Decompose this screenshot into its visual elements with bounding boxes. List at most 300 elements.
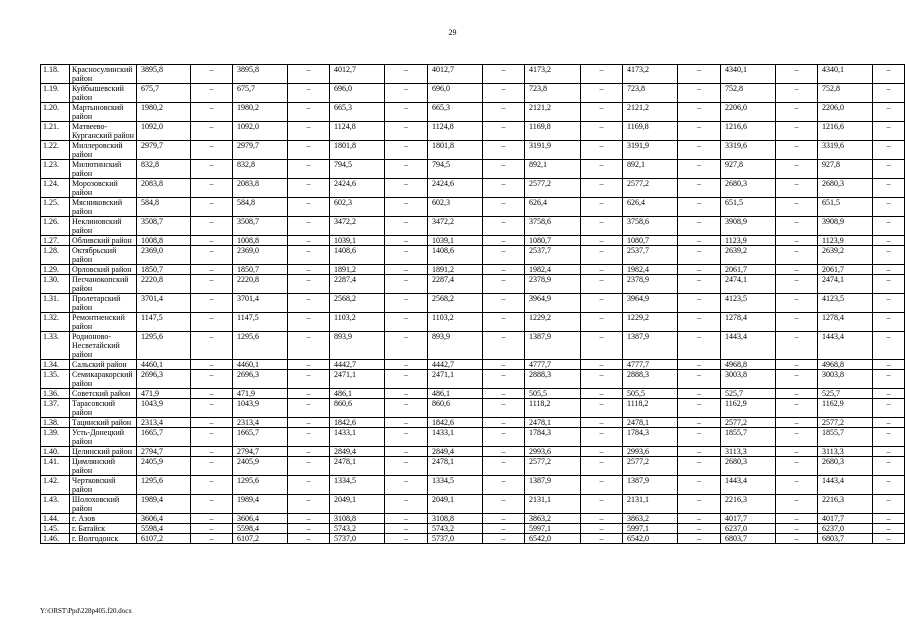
value-cell: 2577,2	[525, 457, 581, 476]
dash-cell: –	[483, 65, 525, 84]
dash-cell: –	[678, 217, 721, 236]
value-cell: 2424,6	[330, 179, 385, 198]
dash-cell: –	[483, 389, 525, 399]
dash-cell: –	[288, 160, 330, 179]
value-cell: 1124,8	[330, 122, 385, 141]
dash-cell: –	[191, 428, 233, 447]
value-cell: 1408,6	[330, 246, 385, 265]
value-cell: 4012,7	[330, 65, 385, 84]
value-cell: 2537,7	[525, 246, 581, 265]
table-row	[41, 457, 905, 476]
value-cell: 2680,3	[721, 457, 776, 476]
value-cell: 1008,8	[137, 236, 191, 246]
dash-cell: –	[776, 65, 818, 84]
dash-cell: –	[581, 313, 623, 332]
value-cell: 2680,3	[818, 457, 873, 476]
dash-cell: –	[581, 476, 623, 495]
value-cell: 1103,2	[428, 313, 483, 332]
value-cell: 1123,9	[818, 236, 873, 246]
value-cell: 665,3	[428, 103, 483, 122]
dash-cell: –	[873, 160, 905, 179]
value-cell: 4968,8	[818, 360, 873, 370]
dash-cell: –	[873, 217, 905, 236]
table-row	[41, 179, 905, 198]
value-cell: 2474,1	[721, 275, 776, 294]
table-row	[41, 534, 905, 544]
row-number: 1.28.	[41, 246, 70, 265]
dash-cell: –	[776, 399, 818, 418]
dash-cell: –	[873, 370, 905, 389]
value-cell: 1433,1	[428, 428, 483, 447]
dash-cell: –	[678, 313, 721, 332]
value-cell: 1989,4	[233, 495, 288, 514]
value-cell: 3319,6	[818, 141, 873, 160]
dash-cell: –	[776, 332, 818, 360]
value-cell: 3113,3	[721, 447, 776, 457]
dash-cell: –	[678, 122, 721, 141]
dash-cell: –	[288, 457, 330, 476]
value-cell: 3319,6	[721, 141, 776, 160]
table-row	[41, 370, 905, 389]
dash-cell: –	[581, 524, 623, 534]
value-cell: 2061,7	[818, 265, 873, 275]
dash-cell: –	[483, 160, 525, 179]
dash-cell: –	[191, 217, 233, 236]
table-row	[41, 428, 905, 447]
value-cell: 1295,6	[233, 476, 288, 495]
table-row	[41, 141, 905, 160]
dash-cell: –	[873, 246, 905, 265]
district-name: Матвеево-Курганский район	[70, 122, 137, 141]
dash-cell: –	[288, 514, 330, 524]
value-cell: 893,9	[330, 332, 385, 360]
value-cell: 3908,9	[721, 217, 776, 236]
dash-cell: –	[678, 447, 721, 457]
value-cell: 2568,2	[428, 294, 483, 313]
dash-cell: –	[678, 418, 721, 428]
dash-cell: –	[385, 160, 428, 179]
value-cell: 505,5	[525, 389, 581, 399]
district-name: Красносулинский район	[70, 65, 137, 84]
value-cell: 723,8	[623, 84, 678, 103]
row-number: 1.25.	[41, 198, 70, 217]
value-cell: 4442,7	[330, 360, 385, 370]
dash-cell: –	[581, 275, 623, 294]
value-cell: 2369,0	[137, 246, 191, 265]
dash-cell: –	[191, 495, 233, 514]
value-cell: 832,8	[233, 160, 288, 179]
dash-cell: –	[581, 265, 623, 275]
dash-cell: –	[483, 217, 525, 236]
file-path-footer: Y:\ORST\Ppd\228p405.f20.docx	[40, 607, 132, 615]
table-row	[41, 217, 905, 236]
value-cell: 1043,9	[233, 399, 288, 418]
dash-cell: –	[483, 524, 525, 534]
value-cell: 3003,8	[721, 370, 776, 389]
district-name: Сальский район	[70, 360, 137, 370]
dash-cell: –	[581, 399, 623, 418]
value-cell: 1387,9	[623, 332, 678, 360]
value-cell: 4340,1	[721, 65, 776, 84]
dash-cell: –	[873, 495, 905, 514]
row-number: 1.45.	[41, 524, 70, 534]
dash-cell: –	[191, 399, 233, 418]
dash-cell: –	[873, 313, 905, 332]
value-cell: 3472,2	[428, 217, 483, 236]
value-cell: 525,7	[721, 389, 776, 399]
table-row	[41, 524, 905, 534]
dash-cell: –	[776, 294, 818, 313]
value-cell: 675,7	[233, 84, 288, 103]
table-row	[41, 236, 905, 246]
dash-cell: –	[288, 428, 330, 447]
value-cell: 1123,9	[721, 236, 776, 246]
value-cell: 6803,7	[818, 534, 873, 544]
dash-cell: –	[385, 246, 428, 265]
value-cell: 2696,3	[137, 370, 191, 389]
value-cell: 2287,4	[428, 275, 483, 294]
table-row	[41, 103, 905, 122]
dash-cell: –	[288, 122, 330, 141]
dash-cell: –	[385, 122, 428, 141]
dash-cell: –	[873, 179, 905, 198]
value-cell: 2993,6	[525, 447, 581, 457]
value-cell: 1092,0	[137, 122, 191, 141]
value-cell: 1408,6	[428, 246, 483, 265]
dash-cell: –	[581, 236, 623, 246]
dash-cell: –	[288, 524, 330, 534]
district-name: Пролетарский район	[70, 294, 137, 313]
value-cell: 6542,0	[525, 534, 581, 544]
value-cell: 2121,2	[525, 103, 581, 122]
budget-table	[40, 64, 905, 544]
district-name: Мясниковский район	[70, 198, 137, 217]
dash-cell: –	[385, 360, 428, 370]
dash-cell: –	[873, 476, 905, 495]
value-cell: 651,5	[818, 198, 873, 217]
dash-cell: –	[678, 534, 721, 544]
dash-cell: –	[288, 476, 330, 495]
value-cell: 723,8	[525, 84, 581, 103]
value-cell: 3863,2	[525, 514, 581, 524]
value-cell: 1855,7	[818, 428, 873, 447]
dash-cell: –	[678, 198, 721, 217]
dash-cell: –	[678, 141, 721, 160]
dash-cell: –	[678, 65, 721, 84]
table-row	[41, 265, 905, 275]
dash-cell: –	[288, 141, 330, 160]
value-cell: 1980,2	[137, 103, 191, 122]
dash-cell: –	[581, 457, 623, 476]
value-cell: 3191,9	[525, 141, 581, 160]
district-name: Ремонтненский район	[70, 313, 137, 332]
value-cell: 1443,4	[818, 332, 873, 360]
dash-cell: –	[581, 389, 623, 399]
value-cell: 1784,3	[525, 428, 581, 447]
value-cell: 2405,9	[137, 457, 191, 476]
dash-cell: –	[776, 418, 818, 428]
dash-cell: –	[581, 246, 623, 265]
dash-cell: –	[483, 457, 525, 476]
row-number: 1.30.	[41, 275, 70, 294]
dash-cell: –	[288, 236, 330, 246]
dash-cell: –	[581, 514, 623, 524]
value-cell: 3863,2	[623, 514, 678, 524]
dash-cell: –	[581, 141, 623, 160]
dash-cell: –	[776, 122, 818, 141]
row-number: 1.37.	[41, 399, 70, 418]
row-number: 1.36.	[41, 389, 70, 399]
district-name: Орловский район	[70, 265, 137, 275]
dash-cell: –	[873, 65, 905, 84]
value-cell: 2849,4	[428, 447, 483, 457]
row-number: 1.46.	[41, 534, 70, 544]
dash-cell: –	[385, 103, 428, 122]
dash-cell: –	[288, 198, 330, 217]
table-body	[41, 65, 905, 544]
value-cell: 696,0	[428, 84, 483, 103]
value-cell: 4173,2	[623, 65, 678, 84]
dash-cell: –	[288, 370, 330, 389]
value-cell: 4123,5	[818, 294, 873, 313]
value-cell: 2206,0	[818, 103, 873, 122]
value-cell: 4012,7	[428, 65, 483, 84]
value-cell: 2313,4	[137, 418, 191, 428]
value-cell: 3472,2	[330, 217, 385, 236]
dash-cell: –	[191, 122, 233, 141]
value-cell: 3758,6	[525, 217, 581, 236]
table-row	[41, 447, 905, 457]
row-number: 1.22.	[41, 141, 70, 160]
dash-cell: –	[776, 428, 818, 447]
dash-cell: –	[288, 65, 330, 84]
value-cell: 927,8	[818, 160, 873, 179]
dash-cell: –	[288, 275, 330, 294]
row-number: 1.20.	[41, 103, 70, 122]
dash-cell: –	[776, 103, 818, 122]
dash-cell: –	[483, 275, 525, 294]
value-cell: 2849,4	[330, 447, 385, 457]
district-name: Морозовский район	[70, 179, 137, 198]
value-cell: 2577,2	[721, 418, 776, 428]
value-cell: 4340,1	[818, 65, 873, 84]
value-cell: 5997,1	[525, 524, 581, 534]
value-cell: 1162,9	[721, 399, 776, 418]
value-cell: 4777,7	[623, 360, 678, 370]
dash-cell: –	[678, 524, 721, 534]
dash-cell: –	[191, 370, 233, 389]
value-cell: 3108,8	[428, 514, 483, 524]
value-cell: 3895,8	[233, 65, 288, 84]
dash-cell: –	[581, 428, 623, 447]
dash-cell: –	[385, 275, 428, 294]
value-cell: 752,8	[721, 84, 776, 103]
value-cell: 5737,0	[330, 534, 385, 544]
value-cell: 6542,0	[623, 534, 678, 544]
dash-cell: –	[191, 294, 233, 313]
dash-cell: –	[483, 246, 525, 265]
dash-cell: –	[776, 534, 818, 544]
value-cell: 1850,7	[233, 265, 288, 275]
value-cell: 1982,4	[623, 265, 678, 275]
value-cell: 1784,3	[623, 428, 678, 447]
dash-cell: –	[191, 313, 233, 332]
value-cell: 2083,8	[233, 179, 288, 198]
dash-cell: –	[385, 332, 428, 360]
dash-cell: –	[385, 141, 428, 160]
dash-cell: –	[385, 84, 428, 103]
dash-cell: –	[483, 236, 525, 246]
dash-cell: –	[678, 389, 721, 399]
value-cell: 3964,9	[525, 294, 581, 313]
value-cell: 1334,5	[428, 476, 483, 495]
value-cell: 2888,3	[525, 370, 581, 389]
value-cell: 2577,2	[525, 179, 581, 198]
value-cell: 2216,3	[818, 495, 873, 514]
dash-cell: –	[191, 514, 233, 524]
value-cell: 2471,1	[428, 370, 483, 389]
page-number: 29	[448, 28, 457, 37]
dash-cell: –	[483, 122, 525, 141]
value-cell: 6237,0	[818, 524, 873, 534]
dash-cell: –	[873, 84, 905, 103]
value-cell: 2049,1	[428, 495, 483, 514]
value-cell: 4017,7	[818, 514, 873, 524]
dash-cell: –	[581, 447, 623, 457]
dash-cell: –	[483, 476, 525, 495]
value-cell: 525,7	[818, 389, 873, 399]
value-cell: 665,3	[330, 103, 385, 122]
value-cell: 1982,4	[525, 265, 581, 275]
value-cell: 1980,2	[233, 103, 288, 122]
dash-cell: –	[288, 534, 330, 544]
dash-cell: –	[581, 370, 623, 389]
dash-cell: –	[288, 332, 330, 360]
value-cell: 2220,8	[233, 275, 288, 294]
value-cell: 2639,2	[721, 246, 776, 265]
district-name: Шолоховский район	[70, 495, 137, 514]
dash-cell: –	[776, 524, 818, 534]
row-number: 1.31.	[41, 294, 70, 313]
row-number: 1.32.	[41, 313, 70, 332]
dash-cell: –	[678, 514, 721, 524]
table-row	[41, 246, 905, 265]
dash-cell: –	[385, 236, 428, 246]
value-cell: 1092,0	[233, 122, 288, 141]
value-cell: 6803,7	[721, 534, 776, 544]
dash-cell: –	[191, 265, 233, 275]
dash-cell: –	[191, 103, 233, 122]
dash-cell: –	[288, 84, 330, 103]
value-cell: 1216,6	[721, 122, 776, 141]
value-cell: 3701,4	[233, 294, 288, 313]
value-cell: 626,4	[525, 198, 581, 217]
dash-cell: –	[483, 418, 525, 428]
value-cell: 1008,8	[233, 236, 288, 246]
row-number: 1.27.	[41, 236, 70, 246]
value-cell: 1891,2	[428, 265, 483, 275]
value-cell: 2131,1	[623, 495, 678, 514]
dash-cell: –	[483, 534, 525, 544]
dash-cell: –	[873, 265, 905, 275]
district-name: г. Волгодонск	[70, 534, 137, 544]
dash-cell: –	[483, 399, 525, 418]
dash-cell: –	[581, 65, 623, 84]
dash-cell: –	[776, 236, 818, 246]
dash-cell: –	[385, 198, 428, 217]
dash-cell: –	[776, 198, 818, 217]
district-name: Усть-Донецкий район	[70, 428, 137, 447]
value-cell: 1147,5	[233, 313, 288, 332]
dash-cell: –	[385, 399, 428, 418]
value-cell: 584,8	[137, 198, 191, 217]
row-number: 1.42.	[41, 476, 70, 495]
value-cell: 1801,8	[428, 141, 483, 160]
value-cell: 3606,4	[137, 514, 191, 524]
row-number: 1.33.	[41, 332, 70, 360]
dash-cell: –	[776, 476, 818, 495]
dash-cell: –	[191, 275, 233, 294]
dash-cell: –	[288, 246, 330, 265]
value-cell: 2993,6	[623, 447, 678, 457]
dash-cell: –	[483, 313, 525, 332]
row-number: 1.44.	[41, 514, 70, 524]
dash-cell: –	[581, 122, 623, 141]
dash-cell: –	[288, 294, 330, 313]
dash-cell: –	[776, 457, 818, 476]
dash-cell: –	[385, 457, 428, 476]
value-cell: 696,0	[330, 84, 385, 103]
district-name: Миллеровский район	[70, 141, 137, 160]
dash-cell: –	[581, 179, 623, 198]
value-cell: 2378,9	[623, 275, 678, 294]
value-cell: 1229,2	[525, 313, 581, 332]
value-cell: 1665,7	[137, 428, 191, 447]
district-name: Советский район	[70, 389, 137, 399]
dash-cell: –	[873, 103, 905, 122]
district-name: Тацинский район	[70, 418, 137, 428]
value-cell: 3191,9	[623, 141, 678, 160]
dash-cell: –	[483, 198, 525, 217]
value-cell: 5598,4	[233, 524, 288, 534]
dash-cell: –	[678, 370, 721, 389]
table-row	[41, 399, 905, 418]
dash-cell: –	[873, 457, 905, 476]
dash-cell: –	[483, 179, 525, 198]
value-cell: 1162,9	[818, 399, 873, 418]
value-cell: 2220,8	[137, 275, 191, 294]
district-name: Тарасовский район	[70, 399, 137, 418]
table-row	[41, 514, 905, 524]
value-cell: 6107,2	[233, 534, 288, 544]
value-cell: 5598,4	[137, 524, 191, 534]
value-cell: 892,1	[623, 160, 678, 179]
dash-cell: –	[873, 514, 905, 524]
dash-cell: –	[483, 265, 525, 275]
dash-cell: –	[678, 236, 721, 246]
dash-cell: –	[678, 179, 721, 198]
district-name: Мартыновский район	[70, 103, 137, 122]
dash-cell: –	[385, 514, 428, 524]
dash-cell: –	[191, 360, 233, 370]
value-cell: 5743,2	[428, 524, 483, 534]
value-cell: 1039,1	[428, 236, 483, 246]
value-cell: 794,5	[330, 160, 385, 179]
dash-cell: –	[678, 160, 721, 179]
dash-cell: –	[288, 217, 330, 236]
value-cell: 486,1	[330, 389, 385, 399]
value-cell: 2049,1	[330, 495, 385, 514]
